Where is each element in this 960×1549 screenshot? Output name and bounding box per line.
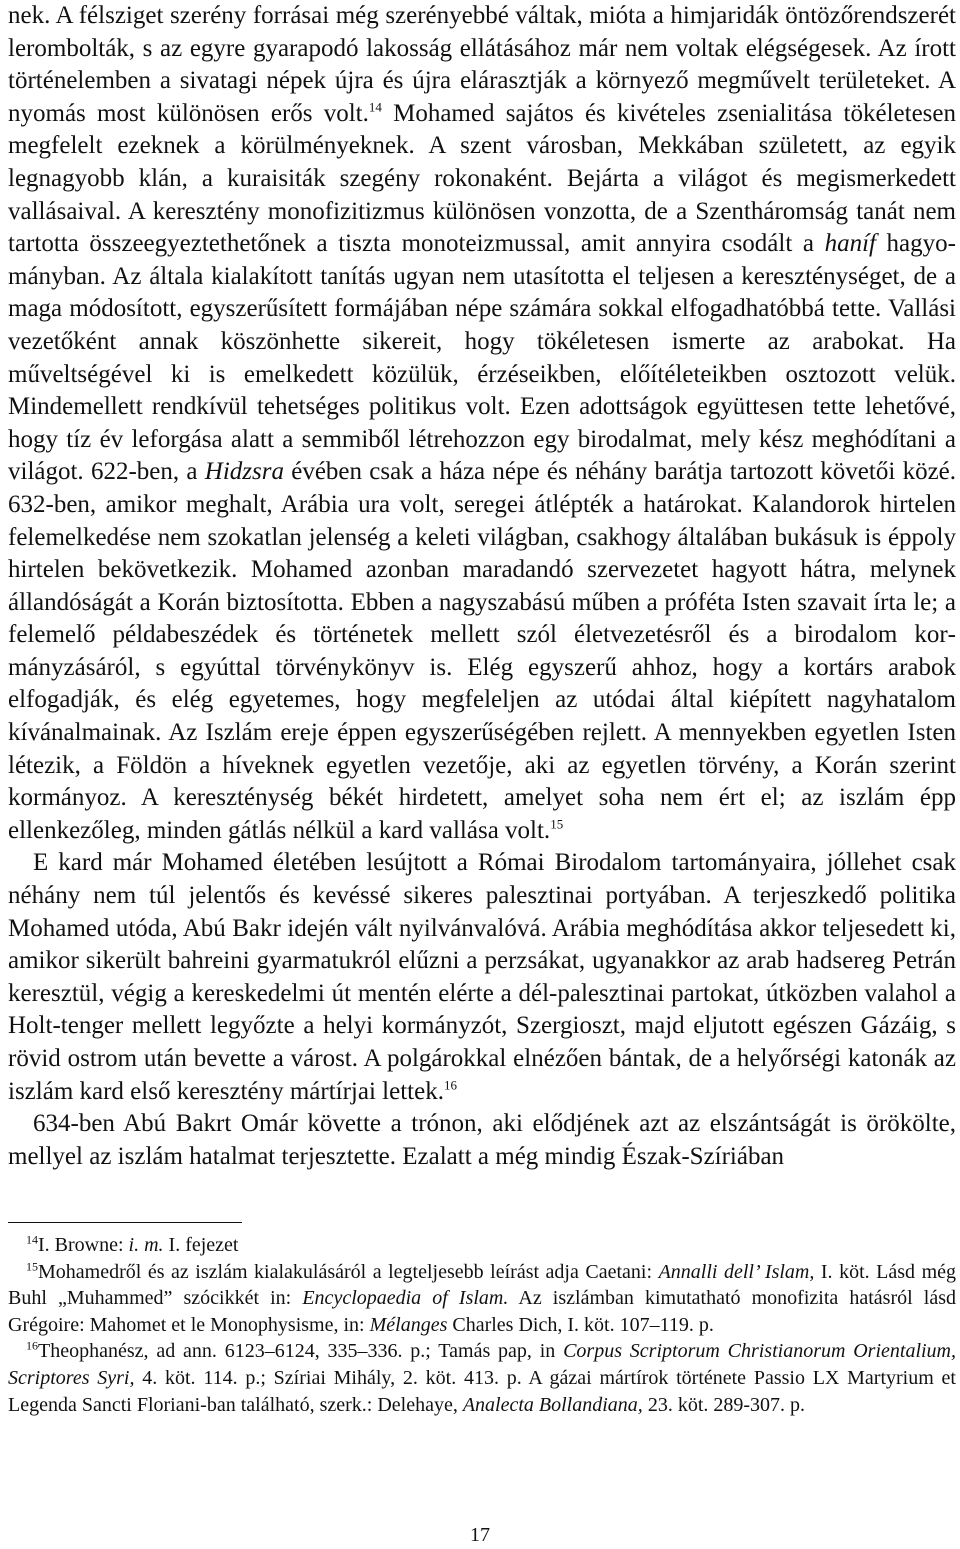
italic-text: Corpus Scriptorum Christianorum Orientalium, Scriptores Syri, — [8, 1340, 957, 1389]
footnote — [8, 1232, 956, 1259]
italic-text: Mélanges — [369, 1313, 448, 1336]
text-run: I. fejezet — [163, 1234, 239, 1256]
page-number: 17 — [470, 1524, 490, 1546]
footnote-number: 16 — [26, 1338, 38, 1353]
text-run: Theophanész, ad ann. 6123–6124, 335–336. p.; Tamás pap, in — [38, 1340, 564, 1363]
body-paragraph — [8, 847, 956, 1108]
italic-text: Annalli dell’ Islam, — [658, 1260, 815, 1283]
footnote-separator — [8, 1222, 242, 1223]
italic-text: Analecta Bollandiana, — [462, 1393, 643, 1416]
footnote-number: 14 — [26, 1232, 38, 1247]
text-run: 634-ben Abú Bakrt Omár követte a trónon, aki elődjének azt az elszántságát is örökölte, mellyel az iszlám hatalmat terjesztette. Ezalatt a még mindig Észak-Szíriában — [8, 1110, 956, 1170]
footnote-number: 15 — [26, 1258, 38, 1273]
text-run: Mohamedről és az iszlám kialakulásáról a legteljesebb leírást adja Caetani: — [38, 1260, 659, 1283]
footnote — [8, 1259, 956, 1339]
italic-text: Encyclopaedia of Islam. — [302, 1287, 509, 1310]
text-run: nek. A félsziget szerény forrásai még szerényebbé váltak, mióta a himjaridák öntözőrendszerét lerombolták, s az egyre gyarapodó lakosság ellátásához már nem voltak elégségesek. Az írott történelemben a sivatagi népek újra és újra elárasztják a környező megművelt területeket. A nyomás most különösen erős volt. — [8, 2, 956, 127]
italic-text: haníf — [824, 230, 876, 258]
footnotes — [8, 1232, 956, 1418]
text-run: I. köt. Lásd még Buhl „Muhammed” szócikkét in: — [8, 1260, 956, 1310]
text-run: Mohamed sajátos és kivételes zsenialitása tökéletesen megfelelt ezeknek a körülményeknek. A szent városban, Mekkában született, az egyik legnagyobb klán, a kuraisiták szegény rokonaként. Bejárta a világot és megismerkedett vallásaival. A keresztény monofizitizmus különösen vonzotta, de a Szentháromság tanát nem tartotta összeegyeztethetőnek a tiszta monoteizmussal, amit annyira csodált a — [8, 99, 956, 258]
text-run: E kard már Mohamed életében lesújtott a Római Birodalom tartományaira, jóllehet csak néhány nem túl jelentős és kevéssé sikeres palesztinai portyában. A terjeszkedő politika Mohamed utóda, Abú Bakr idején vált nyilvánvalóvá. Arábia meghódítása akkor teljesedett ki, amikor sikerült bahreini gyarmatukról elűzni a perzsákat, ugyanakkor az arab hadsereg Petrán keresztül, végig a kereskedelmi út mentén elérte a dél-palesztinai partokat, útközben valahol a Holt-tenger mellett legyőzte a helyi kormányzót, Szergioszt, majd eljutott egészen Gázáig, s rövid ostrom után bevette a várost. A polgárokkal elnézően bántak, de a helyőrségi katonák az iszlám kard első keresztény mártírjai lettek. — [8, 849, 956, 1105]
page-body — [8, 0, 956, 1173]
text-run: I. Browne: — [38, 1234, 129, 1256]
text-run: Az iszlámban kimutatható monofizita hatásról lásd Grégoire: Mahomet et le Monophysisme, in: — [8, 1287, 956, 1336]
text-run: Charles Dich, I. köt. 107–119. p. — [447, 1313, 714, 1336]
text-run: évében csak a háza népe és néhány barátja tartozott követői közé. 632-ben, amikor meghalt, Arábia ura volt, seregei átlépték a határokat. Kalandorok hirtelen felemelkedése nem szokatlan jelenség a keleti világban, csakhogy általában bukásuk is éppoly hirtelen bekövetkezik. Mohamed azonban maradandó szervezetet hagyott hátra, melynek állandóságát a Korán biztosította. Ebben a nagyszabású műben a próféta Isten szavait írta le; a felemelő példabeszédek és történetek mellett szól életvezetésről és a birodalom kormányzásáról, s egyúttal törvénykönyv is. Elég egyszerű ahhoz, hogy a kortárs arabok elfogadják, és elég egyetemes, hogy megfeleljen az utódai által kiépített nagyhatalom kívánalmainak. Az Iszlám ereje éppen egyszerűségében rejlett. A mennyekben egyetlen Isten létezik, a Földön a híveknek egyetlen vezetője, aki az egyetlen törvény, a Korán szerint kormányoz. A kereszténység békét hirdetett, amelyet soha nem ért el; az iszlám épp ellenkezőleg, minden gátlás nélkül a kard vallása volt. — [8, 458, 957, 844]
footnote — [8, 1338, 956, 1418]
footnote-reference: 16 — [443, 1077, 457, 1093]
body-paragraph — [8, 0, 956, 847]
text-run: 4. köt. 114. p.; Szíriai Mihály, 2. köt. 413. p. A gázai mártírok története Passio LX Martyrium et Legenda Sancti Floriani-ban található, szerk.: Delehaye, — [8, 1366, 956, 1416]
footnote-reference: 15 — [550, 816, 564, 832]
body-paragraph — [8, 1108, 956, 1173]
footnote-reference: 14 — [368, 99, 382, 115]
italic-text: Hidzsra — [204, 458, 284, 486]
italic-text: i. m. — [128, 1234, 164, 1256]
text-run: hagyományban. Az általa kialakított tanítás ugyan nem utasította el teljesen a kereszténységet, de a maga módosított, egyszerűsített formájában népe számára sokkal elfogadhatóbbá tette. Vallási vezetőként annak köszönhette sikereit, hogy tökéletesen ismerte az arabokat. Ha műveltségével ki is emelkedett közülük, érzéseikben, előítéleteikben osztozott velük. Mindemellett rendkívül tehetséges politikus volt. Ezen adottságok együttesen tette lehetővé, hogy tíz év leforgása alatt a semmiből létrehozzon egy birodalmat, mely kész meghódítani a világot. 622-ben, a — [8, 230, 956, 486]
text-run: 23. köt. 289-307. p. — [642, 1393, 806, 1416]
